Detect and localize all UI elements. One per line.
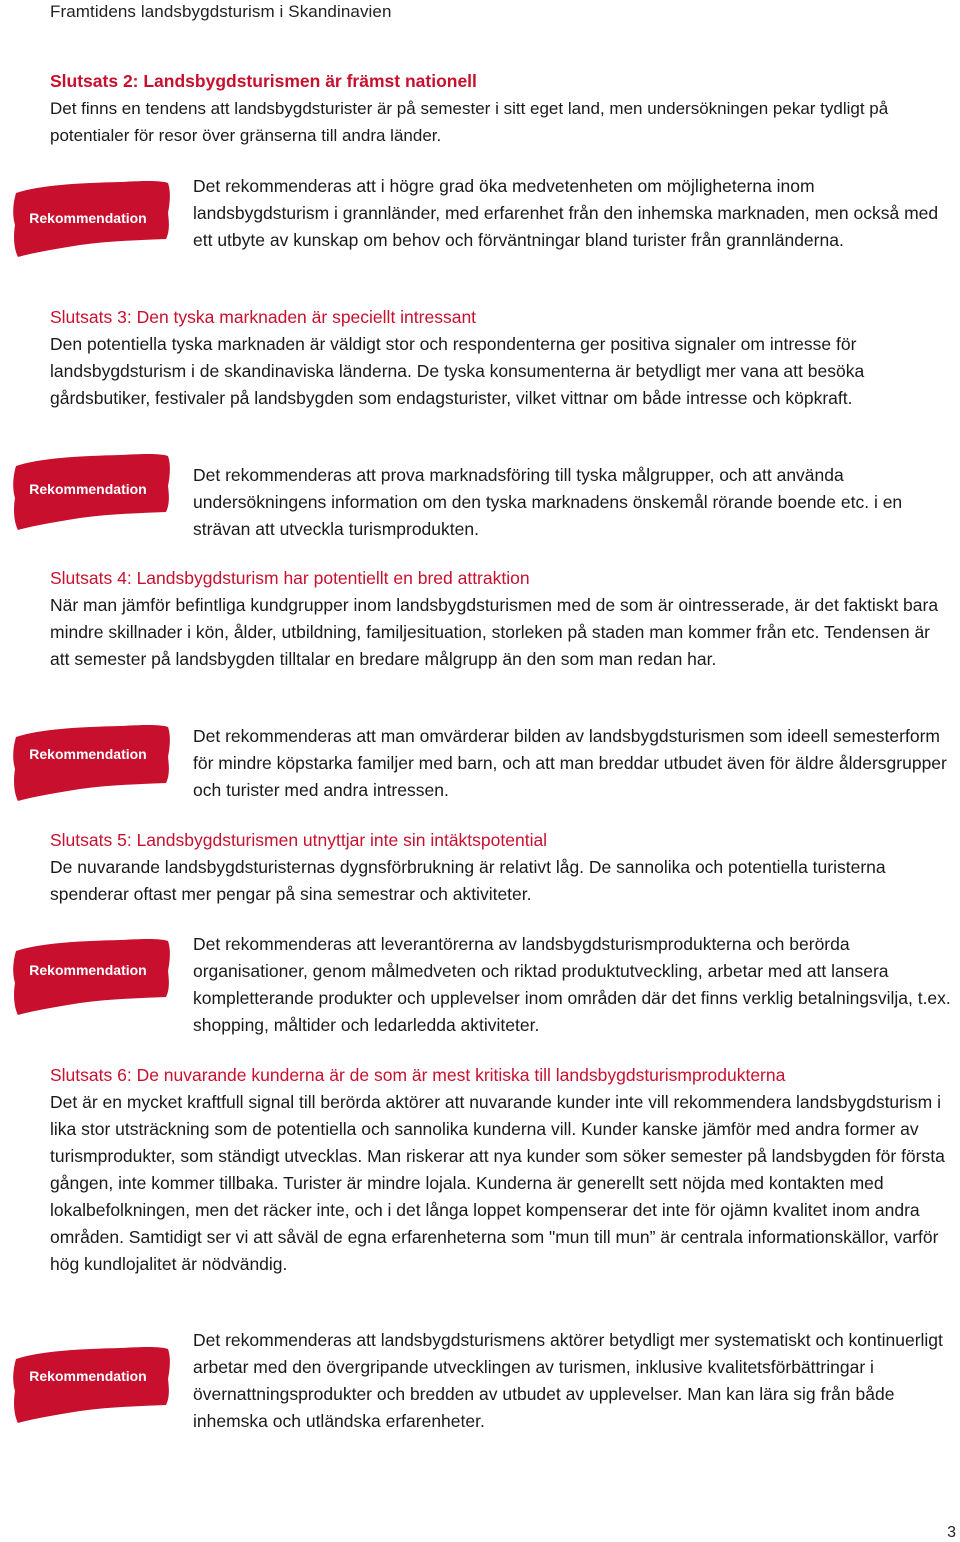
conclusion-4	[50, 565, 954, 673]
recommendation-text: Det rekommenderas att leverantörerna av landsbygdsturismprodukterna och berörda organisationer, genom målmedveten och riktad produktutveckling, arbetar med att lansera kompletterande produkter och upplevelser inom områden där det finns verklig betalningsvilja, t.ex. shopping, måltider och ledarledda aktiviteter.	[193, 934, 951, 1035]
conclusion-2	[50, 68, 954, 149]
recommendation-badge-label: Rekommendation	[29, 481, 147, 497]
recommendation-text: Det rekommenderas att man omvärderar bilden av landsbygdsturismen som ideell semesterform för mindre köpstarka familjer med barn, och att man breddar utbudet även för äldre åldersgrupper och turister med andra intressen.	[193, 726, 947, 800]
conclusion-body: När man jämför befintliga kundgrupper inom landsbygdsturismen med de som är ointresserade, är det faktiskt bara mindre skillnader i kön, ålder, utbildning, familjesituation, storleken på staden man kommer från etc. Tendensen är att semester på landsbygden tilltalar en bredare målgrupp än den som man redan har.	[50, 595, 939, 669]
conclusion-3	[50, 304, 954, 412]
conclusion-body: Den potentiella tyska marknaden är väldigt stor och respondenterna ger positiva signaler om intresse för landsbygdsturism i de skandinaviska länderna. De tyska konsumenterna är betydligt mer vana att besöka gårdsbutiker, festivaler på landsbygden som endagsturister, vilket vittnar om både intresse och köpkraft.	[50, 334, 865, 408]
recommendation-badge	[10, 1345, 170, 1421]
recommendation-badge-label: Rekommendation	[29, 746, 147, 762]
conclusion-heading: Slutsats 4: Landsbygdsturism har potentiellt en bred attraktion	[50, 568, 530, 588]
conclusion-body: Det finns en tendens att landsbygdsturister är på semester i sitt eget land, men undersökningen pekar tydligt på potentialer för resor över gränserna till andra länder.	[50, 99, 889, 145]
recommendation-badge	[10, 452, 170, 528]
conclusion-heading: Slutsats 2: Landsbygdsturismen är främst nationell	[50, 71, 477, 91]
recommendation-text: Det rekommenderas att prova marknadsföring till tyska målgrupper, och att använda undersökningens information om den tyska marknadens önskemål rörande boende etc. i en strävan att utveckla turismprodukten.	[193, 465, 903, 539]
recommendation-text: Det rekommenderas att i högre grad öka medvetenheten om möjligheterna inom landsbygdsturism i grannländer, med erfarenhet från den inhemska marknaden, men också med ett utbyte av kunskap om behov och förväntningar bland turister från grannländerna.	[193, 176, 939, 250]
conclusion-heading: Slutsats 6: De nuvarande kunderna är de som är mest kritiska till landsbygdsturismprodukterna	[50, 1065, 786, 1085]
page-header-title: Framtidens landsbygdsturism i Skandinavien	[50, 2, 392, 21]
conclusion-6	[50, 1062, 954, 1278]
recommendation-badge	[10, 937, 170, 1013]
recommendation-badge-label: Rekommendation	[29, 962, 147, 978]
recommendation-text: Det rekommenderas att landsbygdsturismens aktörer betydligt mer systematiskt och kontinuerligt arbetar med den övergripande utvecklingen av turismen, inklusive kvalitetsförbättringar i övernattningsprodukter och bredden av utbudet av upplevelser. Man kan lära sig från både inhemska och utländska erfarenheter.	[193, 1330, 943, 1431]
recommendation-badge	[10, 179, 170, 255]
page-number: 3	[947, 1524, 956, 1541]
recommendation-badge	[10, 723, 170, 799]
conclusion-5	[50, 827, 954, 908]
recommendation-badge-label: Rekommendation	[29, 1368, 147, 1384]
conclusion-heading: Slutsats 5: Landsbygdsturismen utnyttjar inte sin intäktspotential	[50, 830, 548, 850]
recommendation-badge-label: Rekommendation	[29, 210, 147, 226]
conclusion-heading: Slutsats 3: Den tyska marknaden är speciellt intressant	[50, 307, 477, 327]
conclusion-body: De nuvarande landsbygdsturisternas dygnsförbrukning är relativt låg. De sannolika och potentiella turisterna spenderar oftast mer pengar på sina semestrar och aktiviteter.	[50, 857, 886, 904]
conclusion-body: Det är en mycket kraftfull signal till berörda aktörer att nuvarande kunder inte vill rekommendera landsbygdsturism i lika stor utsträckning som de potentiella och sannolika kunderna vill. Kunder kanske jämför med andra former av turismprodukter, som ständigt utvecklas. Man riskerar att nya kunder som söker semester på landsbygden för första gången, inte kommer tillbaka. Turister är mindre lojala. Kunderna är generellt sett nöjda med kontakten med lokalbefolkningen, men det räcker inte, och i det långa loppet kompenserar det inte för ojämn kvalitet inom andra områden. Samtidigt ser vi att såväl de egna erfarenheterna som "mun till mun” är centrala informationskällor, varför hög kundlojalitet är nödvändig.	[50, 1092, 945, 1274]
